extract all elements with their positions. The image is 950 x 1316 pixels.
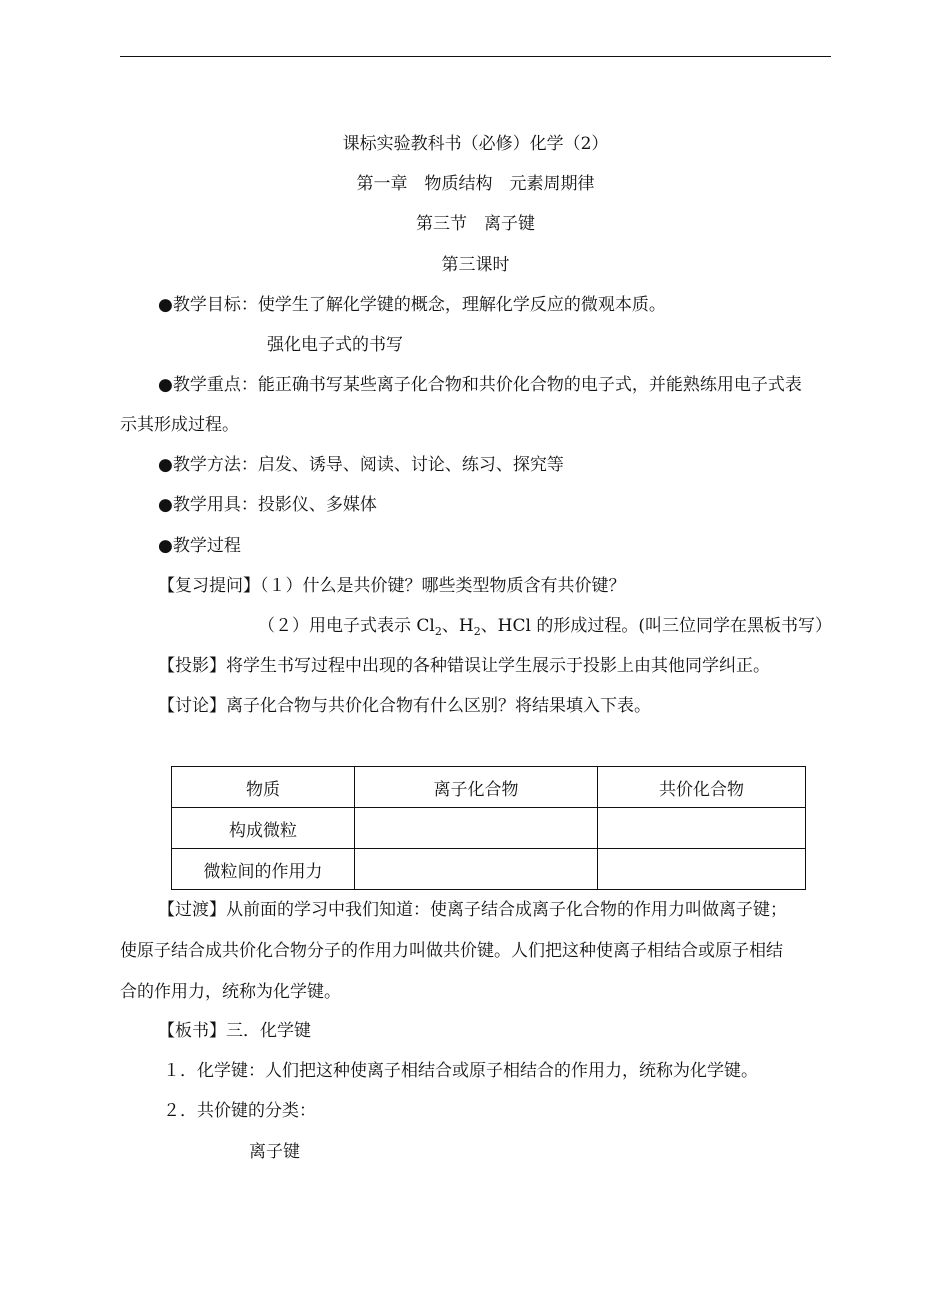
table-cell: 微粒间的作用力 <box>172 849 355 890</box>
tools-text: 投影仪、多媒体 <box>257 495 377 515</box>
discussion-tag: 【讨论】 <box>158 696 226 716</box>
table-header-cell: 物质 <box>172 767 355 808</box>
board-title: 三．化学键 <box>226 1021 311 1041</box>
projection-text: 将学生书写过程中出现的各种错误让学生展示于投影上由其他同学纠正。 <box>226 656 770 676</box>
methods-label: ●教学方法： <box>158 455 258 475</box>
projection-tag: 【投影】 <box>158 656 226 676</box>
board-item-2: ２．共价键的分类： <box>163 1101 316 1121</box>
table-row <box>172 849 806 890</box>
table-cell <box>355 849 598 890</box>
chapter-title: 第一章 物质结构 元素周期律 <box>356 174 595 194</box>
objectives-text: 使学生了解化学键的概念，理解化学反应的微观本质。 <box>257 295 666 315</box>
table-header-cell: 共价化合物 <box>598 767 806 808</box>
table-row <box>172 808 806 849</box>
table-header-cell: 离子化合物 <box>355 767 598 808</box>
key-points-continuation: 示其形成过程。 <box>120 415 239 435</box>
board-sub-item: 离子键 <box>249 1142 300 1162</box>
section-title: 第三节 离子键 <box>416 214 535 234</box>
objectives-paragraph <box>158 294 666 316</box>
objectives-label: ●教学目标： <box>158 295 258 315</box>
process-heading: ●教学过程 <box>158 536 241 556</box>
key-points-label: ●教学重点： <box>158 375 258 395</box>
transition-paragraph <box>158 899 787 921</box>
transition-tag: 【过渡】 <box>158 900 226 920</box>
comparison-table <box>171 766 806 890</box>
projection-paragraph <box>158 655 770 677</box>
review-tag: 【复习提问】 <box>158 576 260 596</box>
book-title: 课标实验教科书（必修）化学（2） <box>342 134 609 154</box>
review-question-1: （１）什么是共价键？哪些类型物质含有共价键？ <box>260 576 626 596</box>
board-tag: 【板书】 <box>158 1021 226 1041</box>
transition-line-2: 使原子结合成共价化合物分子的作用力叫做共价键。人们把这种使离子相结合或原子相结 <box>120 941 783 961</box>
tools-paragraph <box>158 494 377 516</box>
board-item-1: １．化学键：人们把这种使离子相结合或原子相结合的作用力，统称为化学键。 <box>163 1061 758 1081</box>
discussion-text: 离子化合物与共价化合物有什么区别？将结果填入下表。 <box>226 696 651 716</box>
tools-label: ●教学用具： <box>158 495 258 515</box>
key-points-text: 能正确书写某些离子化合物和共价化合物的电子式，并能熟练用电子式表 <box>257 375 802 395</box>
table-cell: 构成微粒 <box>172 808 355 849</box>
review-paragraph <box>158 575 626 597</box>
methods-paragraph <box>158 454 564 476</box>
review-question-2: （２）用电子式表示 $Cl_2$、$H_2$、HCl 的形成过程。(叫三位同学在黑板书写） <box>258 616 832 638</box>
transition-text: 从前面的学习中我们知道：使离子结合成离子化合物的作用力叫做离子键； <box>226 900 787 920</box>
header-rule <box>120 56 831 57</box>
key-points-paragraph <box>158 374 802 396</box>
discussion-paragraph <box>158 695 651 717</box>
table-cell <box>598 849 806 890</box>
table-header-row <box>172 767 806 808</box>
board-paragraph <box>158 1020 311 1042</box>
objectives-extra: 强化电子式的书写 <box>267 335 403 355</box>
transition-line-3: 合的作用力，统称为化学键。 <box>120 982 341 1002</box>
lesson-title: 第三课时 <box>441 255 510 275</box>
table-cell <box>355 808 598 849</box>
table-cell <box>598 808 806 849</box>
methods-text: 启发、诱导、阅读、讨论、练习、探究等 <box>257 455 564 475</box>
